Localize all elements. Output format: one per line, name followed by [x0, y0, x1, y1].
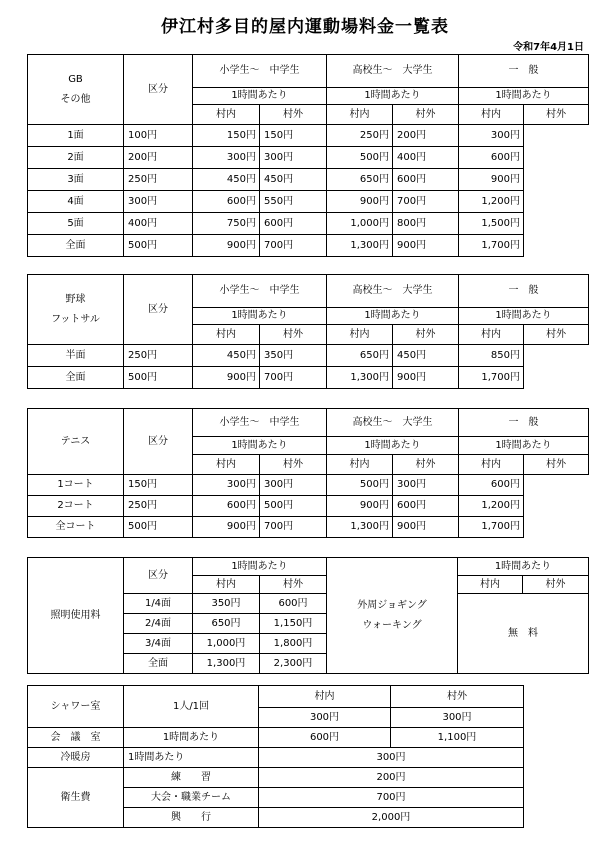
meeting-fee-in: 600円 — [259, 728, 391, 748]
fee-cell: 400円 — [393, 147, 459, 169]
row-label: 5面 — [28, 213, 124, 235]
fee-cell: 150円 — [193, 125, 260, 147]
table-row — [28, 367, 589, 389]
fee-cell: 700円 — [260, 367, 327, 389]
songai-header: 村外 — [260, 455, 327, 475]
section-label-tennis: テニス — [28, 409, 124, 475]
section-label-lighting: 照明使用料 — [28, 558, 124, 674]
per-hour-label: 1時間あたり — [193, 437, 327, 455]
fee-cell: 100円 — [124, 125, 193, 147]
fee-cell: 1,500円 — [459, 213, 524, 235]
fee-cell: 150円 — [124, 475, 193, 496]
row-label: 全コート — [28, 517, 124, 538]
fee-cell: 700円 — [260, 235, 327, 257]
fee-cell: 900円 — [327, 496, 393, 517]
per-hour-label: 1時間あたり — [327, 437, 459, 455]
per-hour-label: 1時間あたり — [458, 558, 589, 576]
free-label: 無 料 — [458, 594, 589, 674]
row-label: 半面 — [28, 345, 124, 367]
fee-cell: 700円 — [260, 517, 327, 538]
fee-cell: 600円 — [193, 496, 260, 517]
fee-cell: 350円 — [260, 345, 327, 367]
songai-header: 村外 — [260, 105, 327, 125]
fee-cell: 300円 — [193, 147, 260, 169]
songai-header: 村外 — [393, 455, 459, 475]
per-hour-label: 1時間あたり — [327, 308, 459, 325]
fee-cell: 300円 — [260, 475, 327, 496]
sonnai-header: 村内 — [327, 325, 393, 345]
fee-cell: 500円 — [124, 235, 193, 257]
table-row — [28, 235, 589, 257]
fee-cell: 350円 — [193, 594, 260, 614]
table-row — [28, 496, 589, 517]
fee-cell: 250円 — [124, 496, 193, 517]
fee-cell: 1,300円 — [327, 517, 393, 538]
baseball-fee-table — [27, 274, 589, 389]
fee-cell: 900円 — [459, 169, 524, 191]
gb-rows — [28, 125, 589, 257]
page-title: 伊江村多目的屋内運動場料金一覧表 — [161, 17, 449, 37]
row-label: 全面 — [28, 367, 124, 389]
fee-cell: 250円 — [124, 345, 193, 367]
fee-cell: 600円 — [393, 169, 459, 191]
kubun-header: 区分 — [124, 55, 193, 125]
meeting-fee-out: 1,100円 — [391, 728, 524, 748]
baseball-rows — [28, 345, 589, 389]
fee-cell: 900円 — [193, 367, 260, 389]
group-header-high: 高校生～ 大学生 — [327, 409, 459, 437]
misc-fee-table — [27, 685, 524, 828]
effective-date: 令和7年4月1日 — [513, 42, 584, 53]
fee-cell: 600円 — [193, 191, 260, 213]
fee-cell: 900円 — [393, 517, 459, 538]
fee-cell: 1,000円 — [193, 634, 260, 654]
sonnai-header: 村内 — [327, 455, 393, 475]
lighting-fee-table — [27, 557, 589, 674]
fee-cell: 900円 — [193, 235, 260, 257]
songai-header: 村外 — [393, 105, 459, 125]
sonnai-header: 村内 — [259, 686, 391, 708]
fee-cell: 300円 — [260, 147, 327, 169]
songai-header: 村外 — [260, 325, 327, 345]
row-label: 4面 — [28, 191, 124, 213]
row-label: 全面 — [28, 235, 124, 257]
tennis-rows — [28, 475, 589, 538]
fee-cell: 200円 — [393, 125, 459, 147]
kubun-header: 区分 — [124, 558, 193, 594]
group-header-general: 一 般 — [459, 409, 589, 437]
shower-fee-out: 300円 — [391, 708, 524, 728]
fee-cell: 1,300円 — [193, 654, 260, 674]
fee-cell: 900円 — [393, 235, 459, 257]
fee-cell: 250円 — [327, 125, 393, 147]
hygiene-label: 衛生費 — [28, 768, 124, 828]
section-label-baseball: 野球 フットサル — [28, 275, 124, 345]
table-row — [28, 169, 589, 191]
table-row — [28, 345, 589, 367]
fee-cell: 1,800円 — [260, 634, 327, 654]
fee-cell: 500円 — [327, 147, 393, 169]
fee-cell: 500円 — [327, 475, 393, 496]
fee-cell: 300円 — [193, 475, 260, 496]
sonnai-header: 村内 — [193, 325, 260, 345]
ac-unit: 1時間あたり — [124, 748, 259, 768]
section-label-gb: GB その他 — [28, 55, 124, 125]
songai-header: 村外 — [524, 105, 589, 125]
songai-header: 村外 — [393, 325, 459, 345]
fee-cell: 500円 — [124, 517, 193, 538]
sonnai-header: 村内 — [459, 325, 524, 345]
fee-cell: 600円 — [260, 594, 327, 614]
fee-cell: 1,700円 — [459, 235, 524, 257]
fee-cell: 650円 — [193, 614, 260, 634]
sonnai-header: 村内 — [193, 576, 260, 594]
tennis-fee-table — [27, 408, 589, 538]
group-header-general: 一 般 — [459, 275, 589, 308]
sonnai-header: 村内 — [193, 455, 260, 475]
fee-cell: 750円 — [193, 213, 260, 235]
per-hour-label: 1時間あたり — [459, 88, 589, 105]
row-label: 1面 — [28, 125, 124, 147]
hygiene-fee: 200円 — [259, 768, 524, 788]
shower-label: シャワー室 — [28, 686, 124, 728]
per-hour-label: 1時間あたり — [193, 558, 327, 576]
per-hour-label: 1時間あたり — [193, 308, 327, 325]
table-row — [28, 125, 589, 147]
sonnai-header: 村内 — [193, 105, 260, 125]
songai-header: 村外 — [391, 686, 524, 708]
shower-fee-in: 300円 — [259, 708, 391, 728]
table-row — [28, 147, 589, 169]
fee-cell: 800円 — [393, 213, 459, 235]
fee-cell: 600円 — [459, 475, 524, 496]
sonnai-header: 村内 — [459, 455, 524, 475]
lighting-row-label: 1/4面 — [124, 594, 193, 614]
meeting-room-unit: 1時間あたり — [124, 728, 259, 748]
row-label: 2コート — [28, 496, 124, 517]
fee-cell: 2,300円 — [260, 654, 327, 674]
fee-cell: 600円 — [393, 496, 459, 517]
fee-cell: 1,000円 — [327, 213, 393, 235]
fee-cell: 1,150円 — [260, 614, 327, 634]
fee-cell: 450円 — [260, 169, 327, 191]
meeting-room-label: 会 議 室 — [28, 728, 124, 748]
fee-cell: 300円 — [124, 191, 193, 213]
fee-cell: 650円 — [327, 169, 393, 191]
group-header-high: 高校生～ 大学生 — [327, 55, 459, 88]
fee-cell: 150円 — [260, 125, 327, 147]
lighting-row-label: 3/4面 — [124, 634, 193, 654]
fee-cell: 1,300円 — [327, 235, 393, 257]
sonnai-header: 村内 — [327, 105, 393, 125]
fee-cell: 600円 — [260, 213, 327, 235]
per-hour-label: 1時間あたり — [193, 88, 327, 105]
gb-fee-table — [27, 54, 589, 257]
jogging-walking-label: 外周ジョギング ウォーキング — [327, 558, 458, 674]
fee-cell: 450円 — [193, 345, 260, 367]
fee-cell: 450円 — [393, 345, 459, 367]
lighting-row-label: 全面 — [124, 654, 193, 674]
fee-cell: 400円 — [124, 213, 193, 235]
songai-header: 村外 — [524, 455, 589, 475]
fee-cell: 900円 — [393, 367, 459, 389]
fee-cell: 600円 — [459, 147, 524, 169]
per-hour-label: 1時間あたり — [459, 437, 589, 455]
hygiene-fee: 700円 — [259, 788, 524, 808]
fee-cell: 1,700円 — [459, 367, 524, 389]
fee-cell: 300円 — [459, 125, 524, 147]
fee-cell: 500円 — [124, 367, 193, 389]
table-row — [28, 517, 589, 538]
sonnai-header: 村内 — [458, 576, 523, 594]
fee-cell: 200円 — [124, 147, 193, 169]
hygiene-row-label: 興 行 — [124, 808, 259, 828]
per-hour-label: 1時間あたり — [327, 88, 459, 105]
fee-cell: 1,700円 — [459, 517, 524, 538]
group-header-high: 高校生～ 大学生 — [327, 275, 459, 308]
shower-unit: 1人/1回 — [124, 686, 259, 728]
hygiene-row-label: 練 習 — [124, 768, 259, 788]
hygiene-row-label: 大会・職業チーム — [124, 788, 259, 808]
group-header-elem: 小学生～ 中学生 — [193, 55, 327, 88]
kubun-header: 区分 — [124, 409, 193, 475]
fee-cell: 850円 — [459, 345, 524, 367]
table-row — [28, 213, 589, 235]
lighting-row-label: 2/4面 — [124, 614, 193, 634]
songai-header: 村外 — [524, 325, 589, 345]
fee-cell: 900円 — [193, 517, 260, 538]
per-hour-label: 1時間あたり — [459, 308, 589, 325]
fee-cell: 700円 — [393, 191, 459, 213]
table-row — [28, 475, 589, 496]
group-header-general: 一 般 — [459, 55, 589, 88]
songai-header: 村外 — [260, 576, 327, 594]
fee-cell: 300円 — [393, 475, 459, 496]
fee-cell: 500円 — [260, 496, 327, 517]
hygiene-fee: 2,000円 — [259, 808, 524, 828]
fee-cell: 450円 — [193, 169, 260, 191]
group-header-elem: 小学生～ 中学生 — [193, 275, 327, 308]
kubun-header: 区分 — [124, 275, 193, 345]
fee-cell: 900円 — [327, 191, 393, 213]
sonnai-header: 村内 — [459, 105, 524, 125]
fee-cell: 650円 — [327, 345, 393, 367]
table-row — [28, 191, 589, 213]
group-header-elem: 小学生～ 中学生 — [193, 409, 327, 437]
fee-cell: 1,200円 — [459, 496, 524, 517]
row-label: 2面 — [28, 147, 124, 169]
fee-cell: 550円 — [260, 191, 327, 213]
songai-header: 村外 — [523, 576, 589, 594]
ac-label: 冷暖房 — [28, 748, 124, 768]
ac-fee: 300円 — [259, 748, 524, 768]
row-label: 1コート — [28, 475, 124, 496]
fee-cell: 1,300円 — [327, 367, 393, 389]
fee-cell: 250円 — [124, 169, 193, 191]
fee-cell: 1,200円 — [459, 191, 524, 213]
row-label: 3面 — [28, 169, 124, 191]
